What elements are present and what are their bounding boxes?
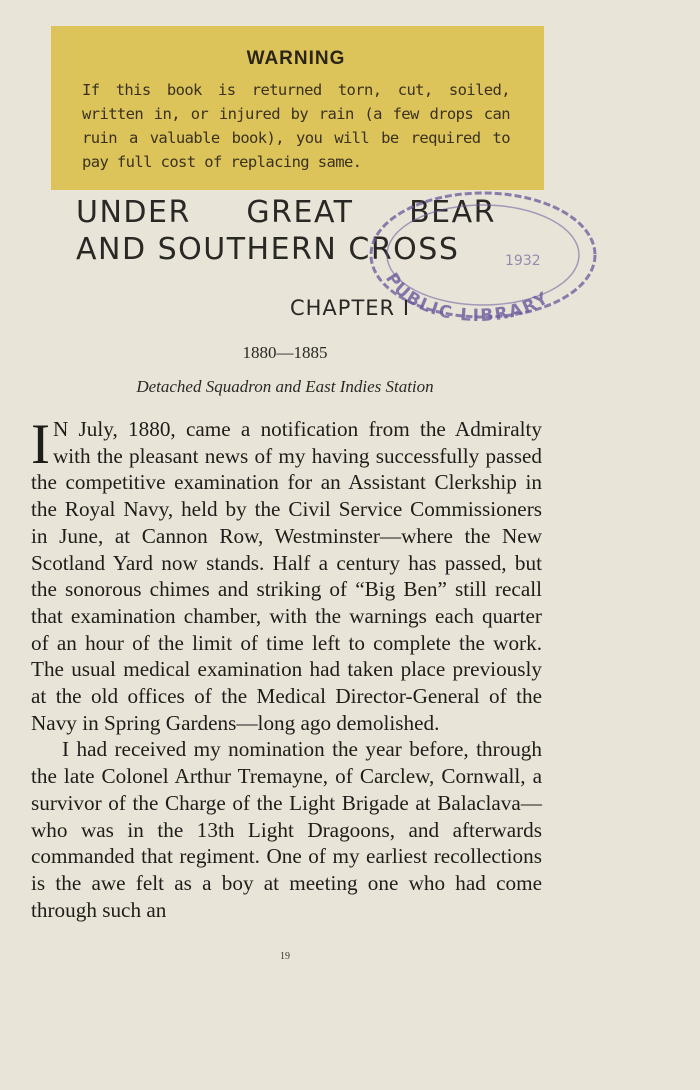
page-number: 19 [280,951,290,962]
body-text [31,413,542,923]
drop-cap: I [31,413,50,476]
chapter-dates: 1880—1885 [242,343,328,362]
paragraph-2: I had received my nomination the year before, through the late Colonel Arthur Tremayne, of Carclew, Cornwall, a survivor of the Charge of the Light Brigade at Balaclava—who was in the 13th Light Dragoons, and afterwards commanded that regiment. One of my earliest recollections is the awe felt as a boy at meeting one who had come through such an [31,737,542,922]
warning-heading: WARNING [246,48,346,69]
title-word-bear: BEAR [409,195,496,230]
chapter-heading: CHAPTER I [289,296,411,320]
title-word-under: UNDER [76,195,191,230]
stamp-text: PUBLIC LIBRARY [381,269,554,327]
warning-label [51,26,544,190]
warning-text: If this book is returned torn, cut, soiled, written in, or injured by rain (a few drops can ruin a valuable book), you will be required to pay full cost of replacing same. [82,81,510,171]
stamp-year: 1932 [505,253,541,269]
paragraph-1 [31,413,542,736]
chapter-subtitle: Detached Squadron and East Indies Station [136,377,434,396]
title-line-2: AND SOUTHERN CROSS [76,232,460,267]
title-word-great: GREAT [246,195,354,230]
paragraph-1-text: N July, 1880, came a notification from the Admiralty with the pleasant news of my having successfully passed the competitive examination for an Assistant Clerkship in the Royal Navy, held by the Civil Service Commissioners in June, at Cannon Row, Westminster—where the New Scotland Yard now stands. Half a century has passed, but the sonorous chimes and striking of “Big Ben” still recall that examination chamber, with the warnings each quarter of an hour of the limit of time left to complete the work. The usual medical examination had taken place previously at the old offices of the Medical Director-General of the Navy in Spring Gardens—long ago demolished. [31,417,542,735]
